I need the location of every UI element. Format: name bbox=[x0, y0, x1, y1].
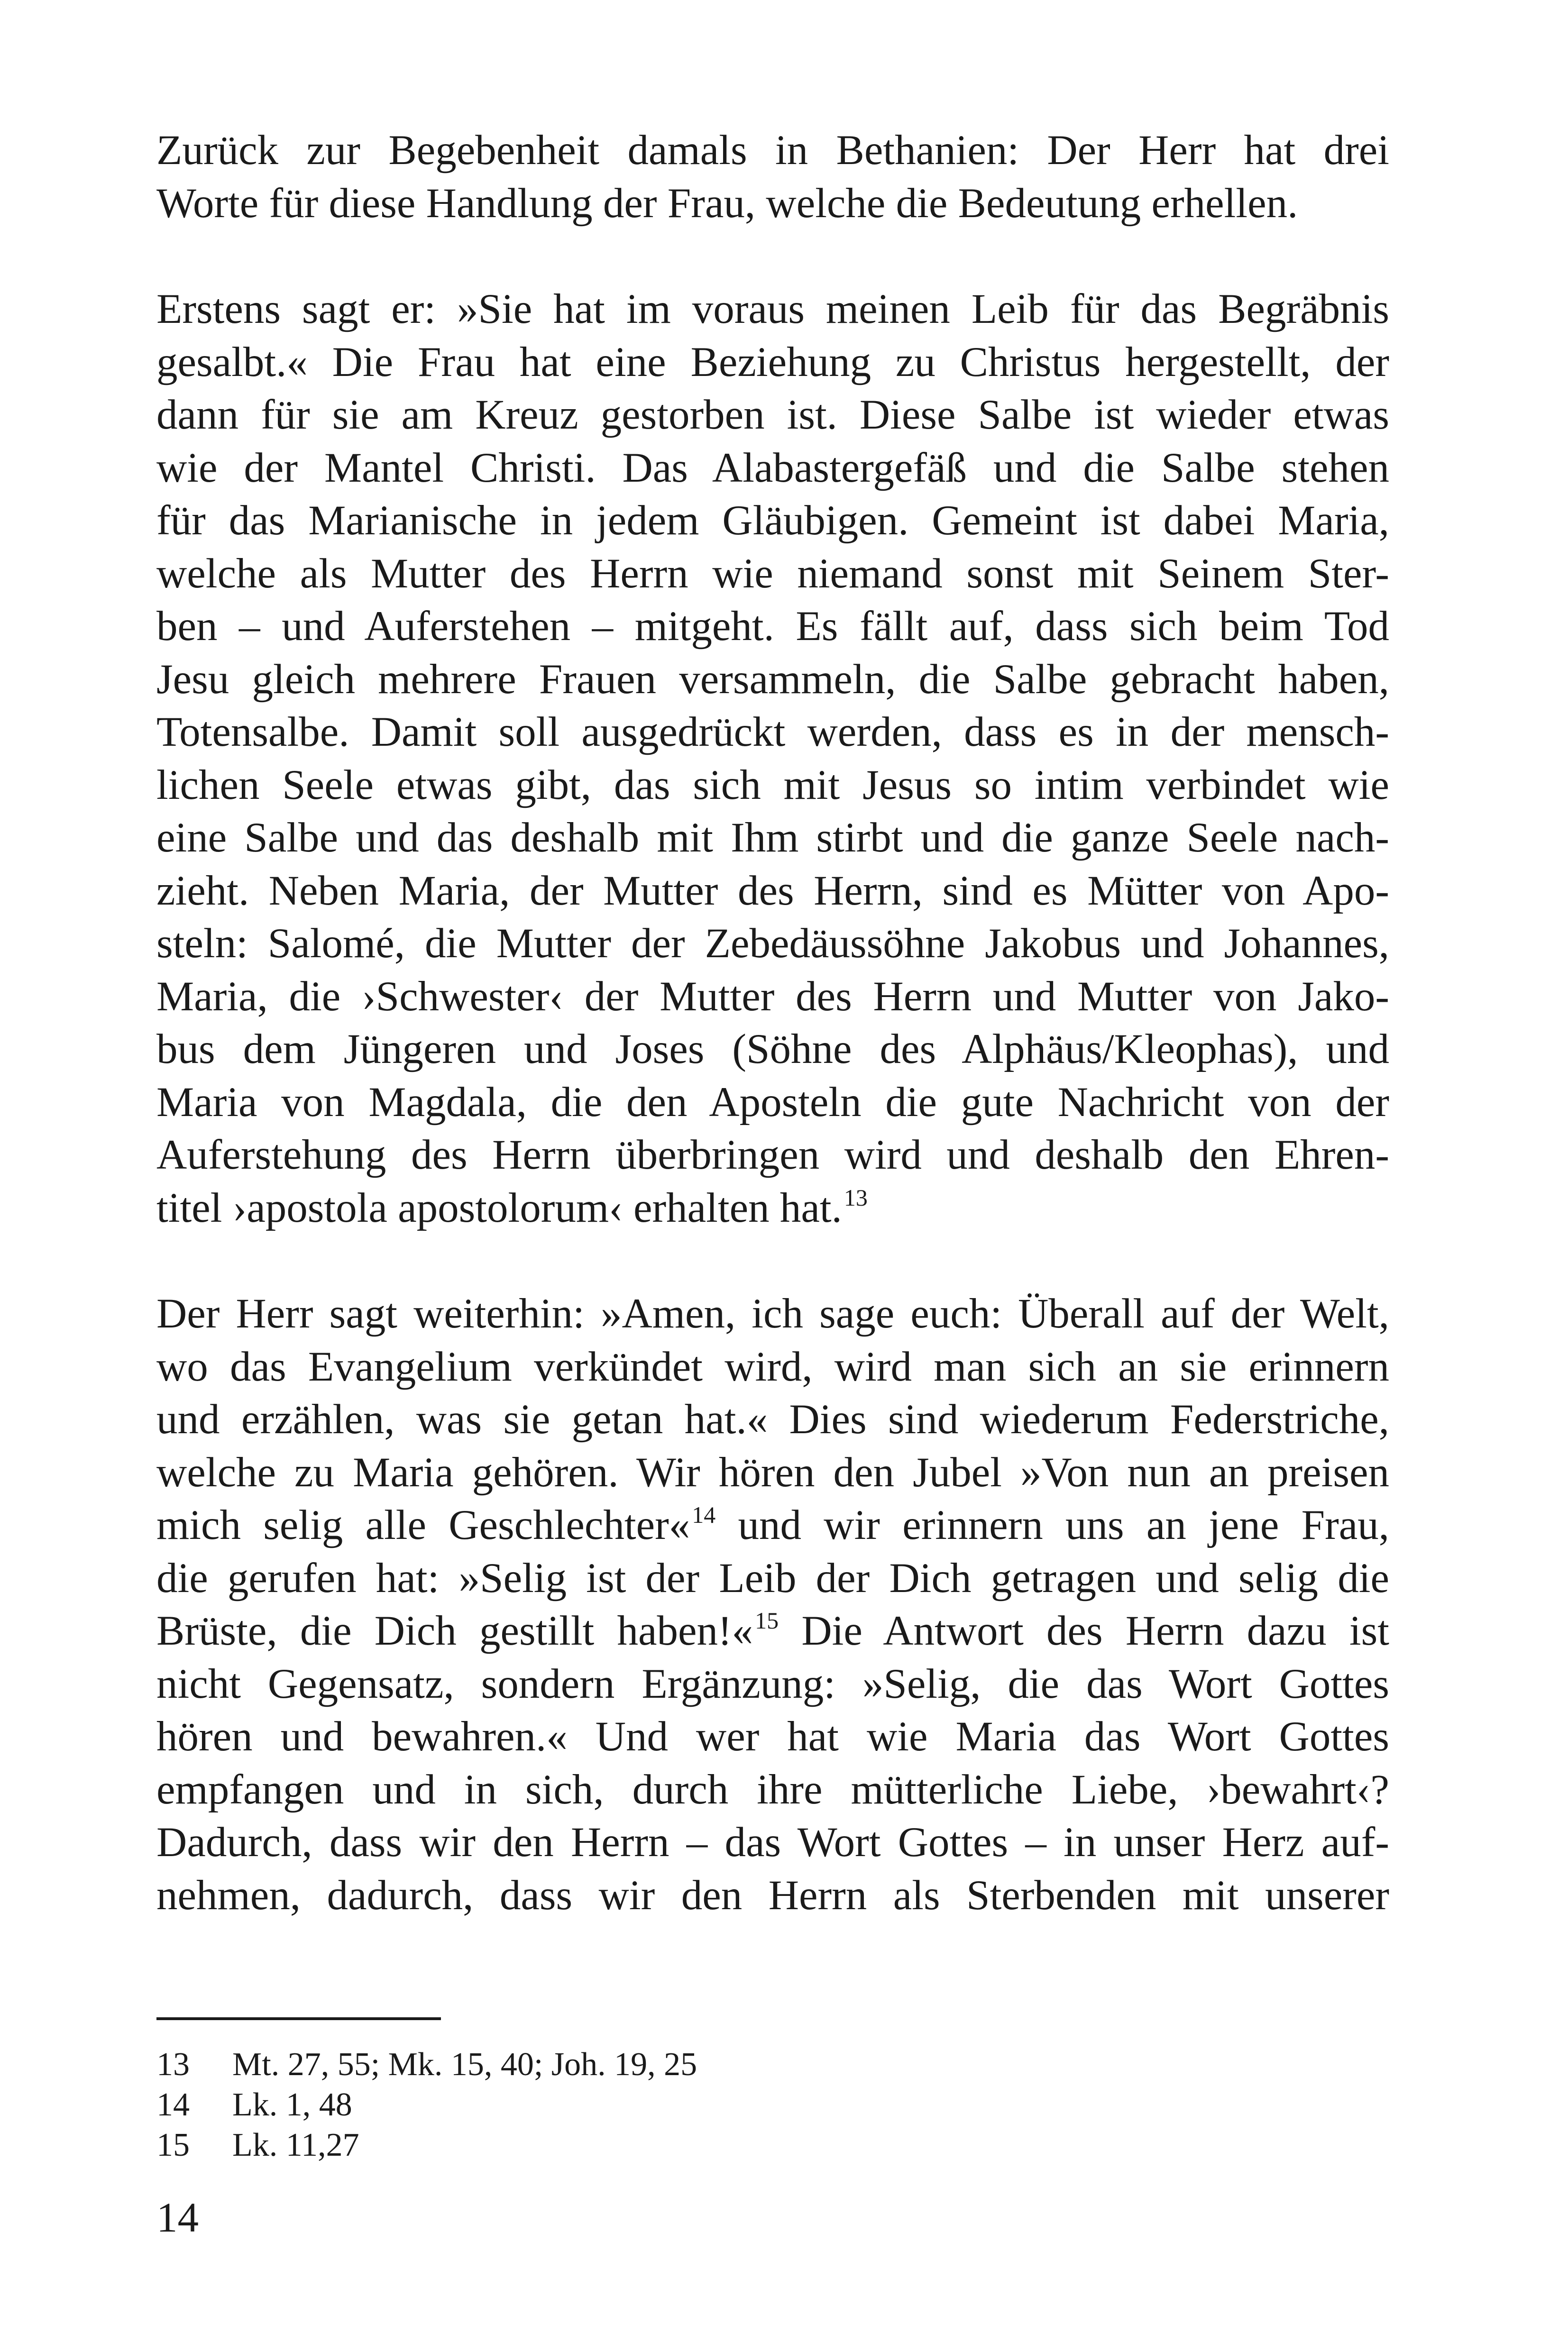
footnote-text: Lk. 11,27 bbox=[232, 2127, 359, 2163]
footnote-15 bbox=[156, 2125, 1010, 2165]
text-fragment: Die Antwort des Herrn dazu ist bbox=[779, 1608, 1389, 1654]
paragraph-spacer bbox=[156, 1235, 1389, 1288]
footnote-13 bbox=[156, 2044, 1010, 2085]
text-line: ben – und Auferstehen – mitgeht. Es fällt auf, dass sich beim Tod bbox=[156, 603, 1389, 650]
paragraph-1 bbox=[156, 124, 1389, 230]
text-line: lichen Seele etwas gibt, das sich mit Jesus so intim verbindet wie bbox=[156, 761, 1389, 808]
footnote-text: Lk. 1, 48 bbox=[232, 2087, 352, 2123]
text-line: wie der Mantel Christi. Das Alabastergefäß und die Salbe stehen bbox=[156, 444, 1389, 491]
text-line: Dadurch, dass wir den Herrn – das Wort Gottes – in unser Herz auf- bbox=[156, 1819, 1389, 1866]
text-fragment: mich selig alle Geschlechter« bbox=[156, 1502, 690, 1548]
text-line: gesalbt.« Die Frau hat eine Beziehung zu Christus hergestellt, der bbox=[156, 339, 1389, 385]
text-line: Maria von Magdala, die den Aposteln die gute Nachricht von der bbox=[156, 1079, 1389, 1126]
footnote-reference-13[interactable]: 13 bbox=[844, 1184, 868, 1211]
text-line: welche als Mutter des Herrn wie niemand sonst mit Seinem Ster- bbox=[156, 550, 1389, 597]
text-fragment: Brüste, die Dich gestillt haben!« bbox=[156, 1608, 753, 1654]
text-line bbox=[156, 1182, 1389, 1235]
footnote-text: Mt. 27, 55; Mk. 15, 40; Joh. 19, 25 bbox=[232, 2046, 697, 2083]
footnotes bbox=[156, 2044, 1010, 2165]
footnote-number: 13 bbox=[156, 2046, 190, 2083]
text-line bbox=[156, 1605, 1389, 1658]
text-line: Auferstehung des Herrn überbringen wird und deshalb den Ehren- bbox=[156, 1132, 1389, 1178]
text-line: steln: Salomé, die Mutter der Zebedäussöhne Jakobus und Johannes, bbox=[156, 920, 1389, 967]
text-line: hören und bewahren.« Und wer hat wie Maria das Wort Gottes bbox=[156, 1713, 1389, 1760]
text-line: und erzählen, was sie getan hat.« Dies sind wiederum Federstriche, bbox=[156, 1396, 1389, 1443]
footnote-reference-14[interactable]: 14 bbox=[692, 1501, 716, 1528]
text-line: Der Herr sagt weiterhin: »Amen, ich sage euch: Überall auf der Welt, bbox=[156, 1290, 1389, 1337]
text-line: Totensalbe. Damit soll ausgedrückt werden, dass es in der mensch- bbox=[156, 709, 1389, 755]
text-line: bus dem Jüngeren und Joses (Söhne des Alphäus/Kleophas), und bbox=[156, 1026, 1389, 1072]
footnote-14 bbox=[156, 2085, 1010, 2125]
text-line bbox=[156, 1499, 1389, 1552]
text-line: Jesu gleich mehrere Frauen versammeln, die Salbe gebracht haben, bbox=[156, 656, 1389, 703]
text-line: nicht Gegensatz, sondern Ergänzung: »Selig, die das Wort Gottes bbox=[156, 1660, 1389, 1707]
text-line: Worte für diese Handlung der Frau, welche die Bedeutung erhellen. bbox=[156, 180, 1298, 227]
text-line: eine Salbe und das deshalb mit Ihm stirbt und die ganze Seele nach- bbox=[156, 815, 1389, 861]
text-line: zieht. Neben Maria, der Mutter des Herrn, sind es Mütter von Apo- bbox=[156, 867, 1389, 914]
text-line: Zurück zur Begebenheit damals in Bethanien: Der Herr hat drei bbox=[156, 127, 1389, 174]
paragraph-3 bbox=[156, 1288, 1389, 1922]
body-text bbox=[156, 124, 1389, 1922]
footnote-number: 14 bbox=[156, 2087, 190, 2123]
text-line-content: titel ›apostola apostolorum‹ erhalten hat. bbox=[156, 1184, 842, 1231]
text-line: dann für sie am Kreuz gestorben ist. Diese Salbe ist wieder etwas bbox=[156, 392, 1389, 438]
text-line: welche zu Maria gehören. Wir hören den Jubel »Von nun an preisen bbox=[156, 1449, 1389, 1496]
paragraph-2 bbox=[156, 283, 1389, 1235]
text-line: nehmen, dadurch, dass wir den Herrn als Sterbenden mit unserer bbox=[156, 1872, 1389, 1919]
text-line: wo das Evangelium verkündet wird, wird man sich an sie erinnern bbox=[156, 1343, 1389, 1390]
text-line: die gerufen hat: »Selig ist der Leib der Dich getragen und selig die bbox=[156, 1555, 1389, 1602]
text-fragment: und wir erinnern uns an jene Frau, bbox=[715, 1502, 1389, 1548]
footnote-number: 15 bbox=[156, 2127, 190, 2163]
footnote-separator bbox=[156, 2017, 441, 2020]
footnote-reference-15[interactable]: 15 bbox=[755, 1607, 779, 1634]
paragraph-spacer bbox=[156, 230, 1389, 283]
text-line: Maria, die ›Schwester‹ der Mutter des Herrn und Mutter von Jako- bbox=[156, 973, 1389, 1020]
text-line: empfangen und in sich, durch ihre mütterliche Liebe, ›bewahrt‹? bbox=[156, 1766, 1389, 1813]
page-number: 14 bbox=[156, 2195, 199, 2241]
text-line: für das Marianische in jedem Gläubigen. Gemeint ist dabei Maria, bbox=[156, 497, 1389, 544]
text-line: Erstens sagt er: »Sie hat im voraus meinen Leib für das Begräbnis bbox=[156, 286, 1389, 332]
